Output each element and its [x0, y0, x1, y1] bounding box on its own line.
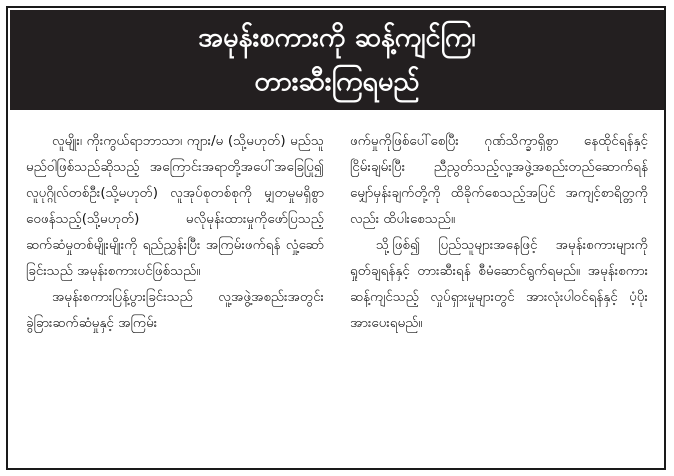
headline-line-1: အမုန်းစကားကို ဆန့်ကျင်ကြ၊ [198, 22, 476, 53]
paragraph-2: အမုန်းစကားပြန့်ပွားခြင်းသည် လူ့အဖွဲ့အစည်းအတွင်း ခွဲခြားဆက်ဆံမှုနှင့် အကြမ်း [26, 289, 324, 331]
right-column [350, 128, 648, 458]
paragraph-3: သို့ဖြစ်၍ ပြည်သူများအနေဖြင့် အမုန်းစကားများကို ရှုတ်ချရန်နှင့် တားဆီးရန် စီမံဆောင်ရွက်ရမည်။ အမုန်းစကားဆန့်ကျင်သည့် လှုပ်ရှားမှုများတွင် အားလုံးပါဝင်ရန်နှင့် ပံ့ပိုးအားပေးရမည်။ [350, 237, 648, 331]
paragraph-2-continued: ဖက်မှုကိုဖြစ်ပေါ်စေပြီး ဂုဏ်သိက္ခာရှိစွာ နေထိုင်ရန်နှင့် ငြိမ်းချမ်းပြီး ညီညွတ်သည့်လူ့အဖွဲ့အစည်းတည်ဆောက်ရန် မျှော်မှန်းချက်တို့ကို ထိခိုက်စေသည့်အပြင် အကျင့်စာရိတ္တကိုလည်း ထိပါးစေသည်။ [350, 133, 648, 227]
left-column [26, 128, 324, 458]
paragraph-1: လူမျိုး၊ ကိုးကွယ်ရာဘာသာ၊ ကျား/မ (သို့မဟုတ်) မည်သူမည်ဝါဖြစ်သည်ဆိုသည့် အကြောင်းအရာတို့အပေါ်အခြေပြု၍ လူပုဂ္ဂိုလ်တစ်ဦး(သို့မဟုတ်) လူအုပ်စုတစ်စုကို မျှတမှုမရှိစွာ ဝေဖန်သည့်(သို့မဟုတ်) မလိုမုန်းထားမှုကိုဖော်ပြသည့် ဆက်ဆံမှုတစ်မျိုးမျိုးကို ရည်ညွှန်းပြီး အကြမ်းဖက်ရန် လှုံ့ဆော်ခြင်းသည် အမုန်းစကားပင်ဖြစ်သည်။ [26, 133, 324, 279]
headline-line-2: တားဆီးကြရမည် [254, 66, 420, 97]
headline-banner [10, 10, 664, 110]
article-body [26, 128, 648, 458]
